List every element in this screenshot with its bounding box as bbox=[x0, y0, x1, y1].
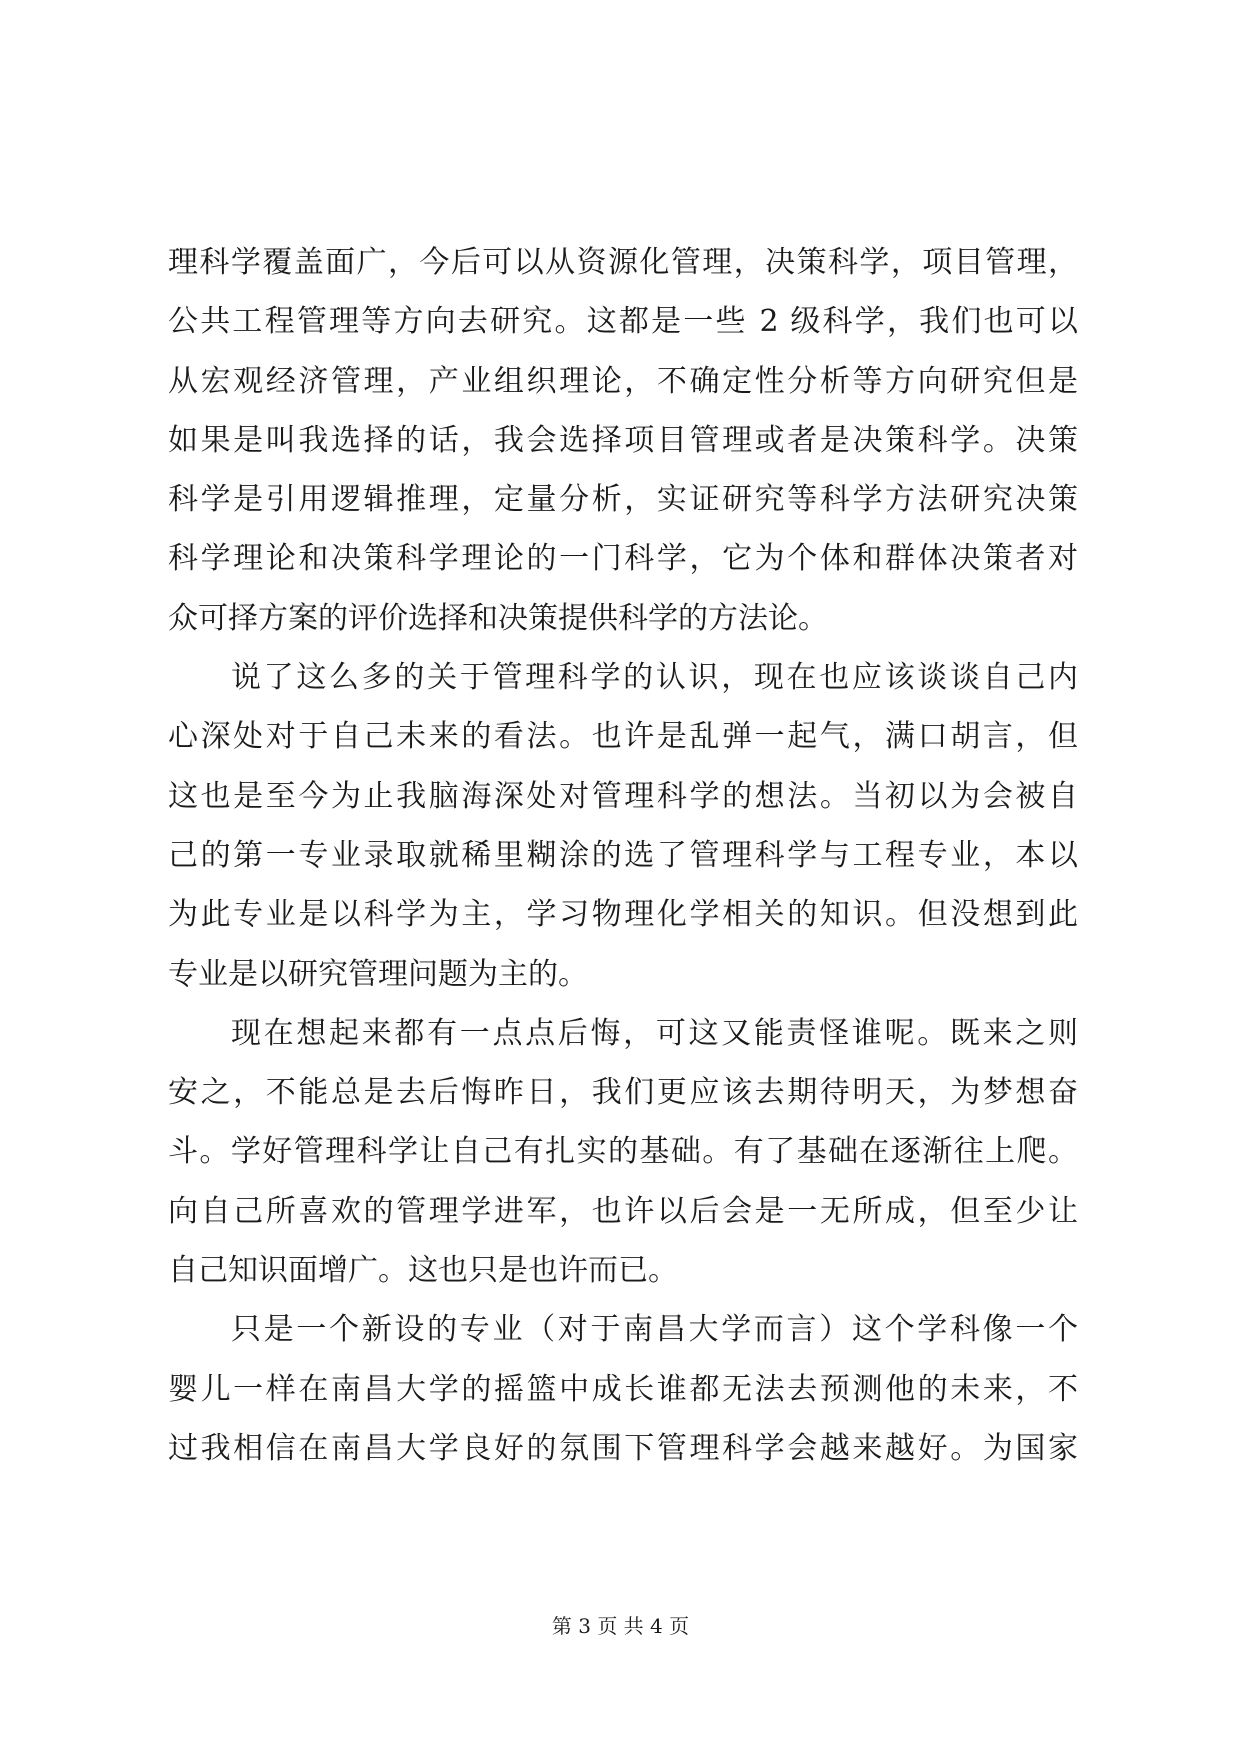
text-line: 专业是以研究管理问题为主的。 bbox=[168, 956, 588, 992]
text-line: 科学理论和决策科学理论的一门科学，它为个体和群体决策者对 bbox=[168, 541, 1078, 577]
text-line: 科学是引用逻辑推理，定量分析，实证研究等科学方法研究决策 bbox=[168, 482, 1078, 518]
page-footer: 第 3 页 共 4 页 bbox=[551, 1614, 690, 1638]
text-line: 为此专业是以科学为主，学习物理化学相关的知识。但没想到此 bbox=[168, 897, 1078, 933]
text-line: 公共工程管理等方向去研究。这都是一些 2 级科学，我们也可以 bbox=[168, 304, 1078, 340]
text-line: 这也是至今为止我脑海深处对管理科学的想法。当初以为会被自 bbox=[168, 778, 1078, 814]
text-line: 向自己所喜欢的管理学进军，也许以后会是一无所成，但至少让 bbox=[168, 1193, 1078, 1229]
text-line: 心深处对于自己未来的看法。也许是乱弹一起气，满口胡言，但 bbox=[168, 719, 1078, 755]
text-line: 如果是叫我选择的话，我会选择项目管理或者是决策科学。决策 bbox=[168, 422, 1078, 458]
text-line: 己的第一专业录取就稀里糊涂的选了管理科学与工程专业，本以 bbox=[168, 837, 1078, 873]
text-line: 说了这么多的关于管理科学的认识，现在也应该谈谈自己内 bbox=[231, 660, 1078, 696]
text-line: 安之，不能总是去后悔昨日，我们更应该去期待明天，为梦想奋 bbox=[168, 1075, 1078, 1111]
text-line: 斗。学好管理科学让自己有扎实的基础。有了基础在逐渐往上爬。 bbox=[168, 1134, 1078, 1170]
text-line: 只是一个新设的专业（对于南昌大学而言）这个学科像一个 bbox=[231, 1312, 1078, 1348]
text-line: 理科学覆盖面广，今后可以从资源化管理，决策科学，项目管理， bbox=[168, 245, 1078, 280]
text-line: 过我相信在南昌大学良好的氛围下管理科学会越来越好。为国家 bbox=[168, 1430, 1078, 1466]
document-body bbox=[168, 233, 1078, 1478]
text-line: 婴儿一样在南昌大学的摇篮中成长谁都无法去预测他的未来，不 bbox=[168, 1371, 1078, 1407]
text-line: 众可择方案的评价选择和决策提供科学的方法论。 bbox=[168, 600, 828, 636]
text-line: 现在想起来都有一点点后悔，可这又能责怪谁呢。既来之则 bbox=[231, 1015, 1078, 1051]
text-line: 自己知识面增广。这也只是也许而已。 bbox=[168, 1253, 678, 1289]
text-line: 从宏观经济管理，产业组织理论，不确定性分析等方向研究但是 bbox=[168, 363, 1078, 399]
